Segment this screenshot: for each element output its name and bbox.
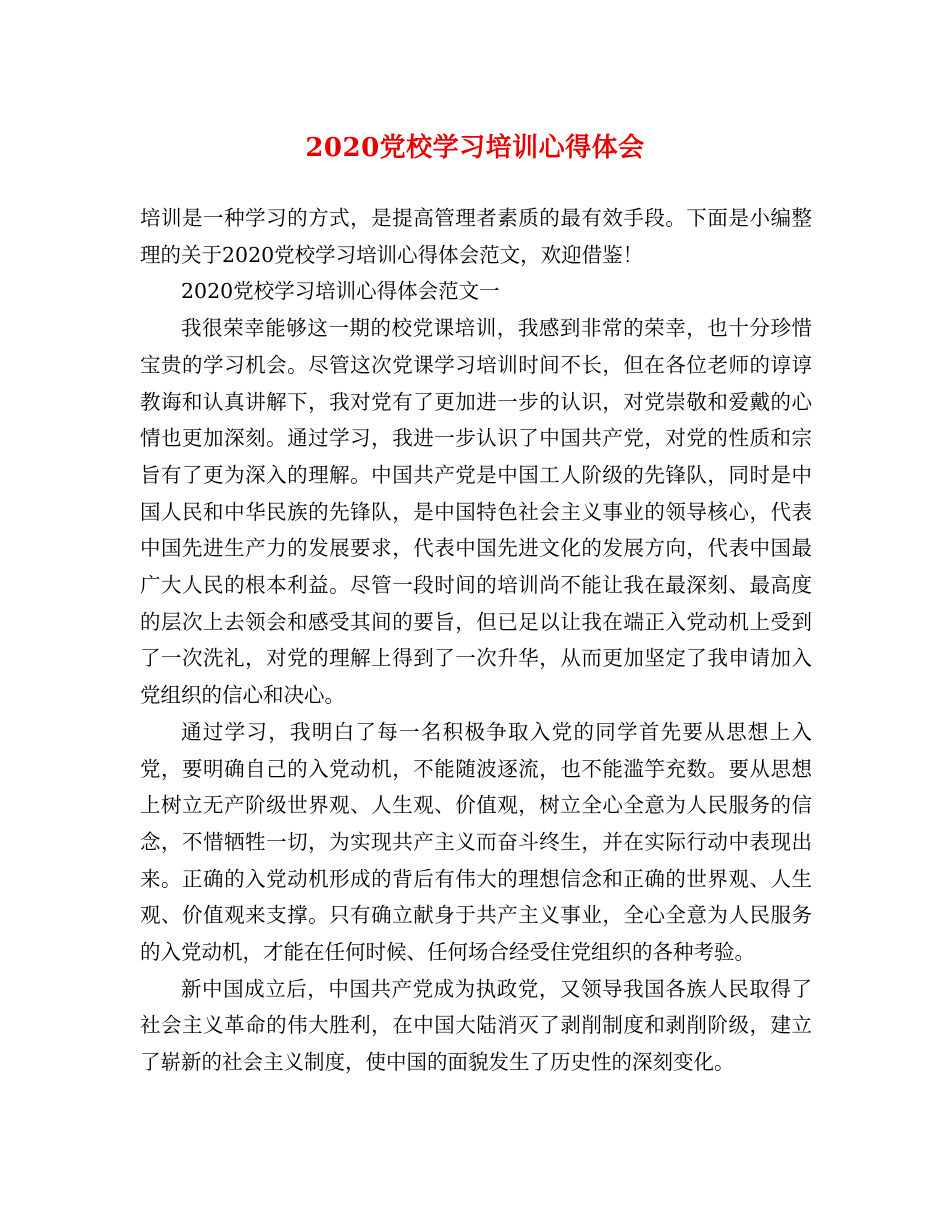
document-body bbox=[140, 200, 812, 1081]
document-title: 2020党校学习培训心得体会 bbox=[305, 133, 645, 163]
body-paragraph: 通过学习，我明白了每一名积极争取入党的同学首先要从思想上入党，要明确自己的入党动机，不能随波逐流，也不能滥竽充数。要从思想上树立无产阶级世界观、人生观、价值观，树立全心全意为人民服务的信念，不惜牺牲一切，为实现共产主义而奋斗终生，并在实际行动中表现出来。正确的入党动机形成的背后有伟大的理想信念和正确的世界观、人生观、价值观来支撑。只有确立献身于共产主义事业，全心全意为人民服务的入党动机，才能在任何时候、任何场合经受住党组织的各种考验。 bbox=[140, 719, 812, 965]
body-paragraph: 新中国成立后，中国共产党成为执政党，又领导我国各族人民取得了社会主义革命的伟大胜利，在中国大陆消灭了剥削制度和剥削阶级，建立了崭新的社会主义制度，使中国的面貌发生了历史性的深刻变化。 bbox=[140, 976, 812, 1075]
section-heading: 2020党校学习培训心得体会范文一 bbox=[181, 279, 500, 304]
body-paragraph: 我很荣幸能够这一期的校党课培训，我感到非常的荣幸，也十分珍惜宝贵的学习机会。尽管这次党课学习培训时间不长，但在各位老师的谆谆教诲和认真讲解下，我对党有了更加进一步的认识，对党崇敬和爱戴的心情也更加深刻。通过学习，我进一步认识了中国共产党，对党的性质和宗旨有了更为深入的理解。中国共产党是中国工人阶级的先锋队，同时是中国人民和中华民族的先锋队，是中国特色社会主义事业的领导核心，代表中国先进生产力的发展要求，代表中国先进文化的发展方向，代表中国最广大人民的根本利益。尽管一段时间的培训尚不能让我在最深刻、最高度的层次上去领会和感受其间的要旨，但已足以让我在端正入党动机上受到了一次洗礼，对党的理解上得到了一次升华，从而更加坚定了我申请加入党组织的信心和决心。 bbox=[140, 316, 812, 708]
intro-paragraph: 培训是一种学习的方式，是提高管理者素质的最有效手段。下面是小编整理的关于2020党校学习培训心得体会范文，欢迎借鉴！ bbox=[140, 206, 812, 267]
